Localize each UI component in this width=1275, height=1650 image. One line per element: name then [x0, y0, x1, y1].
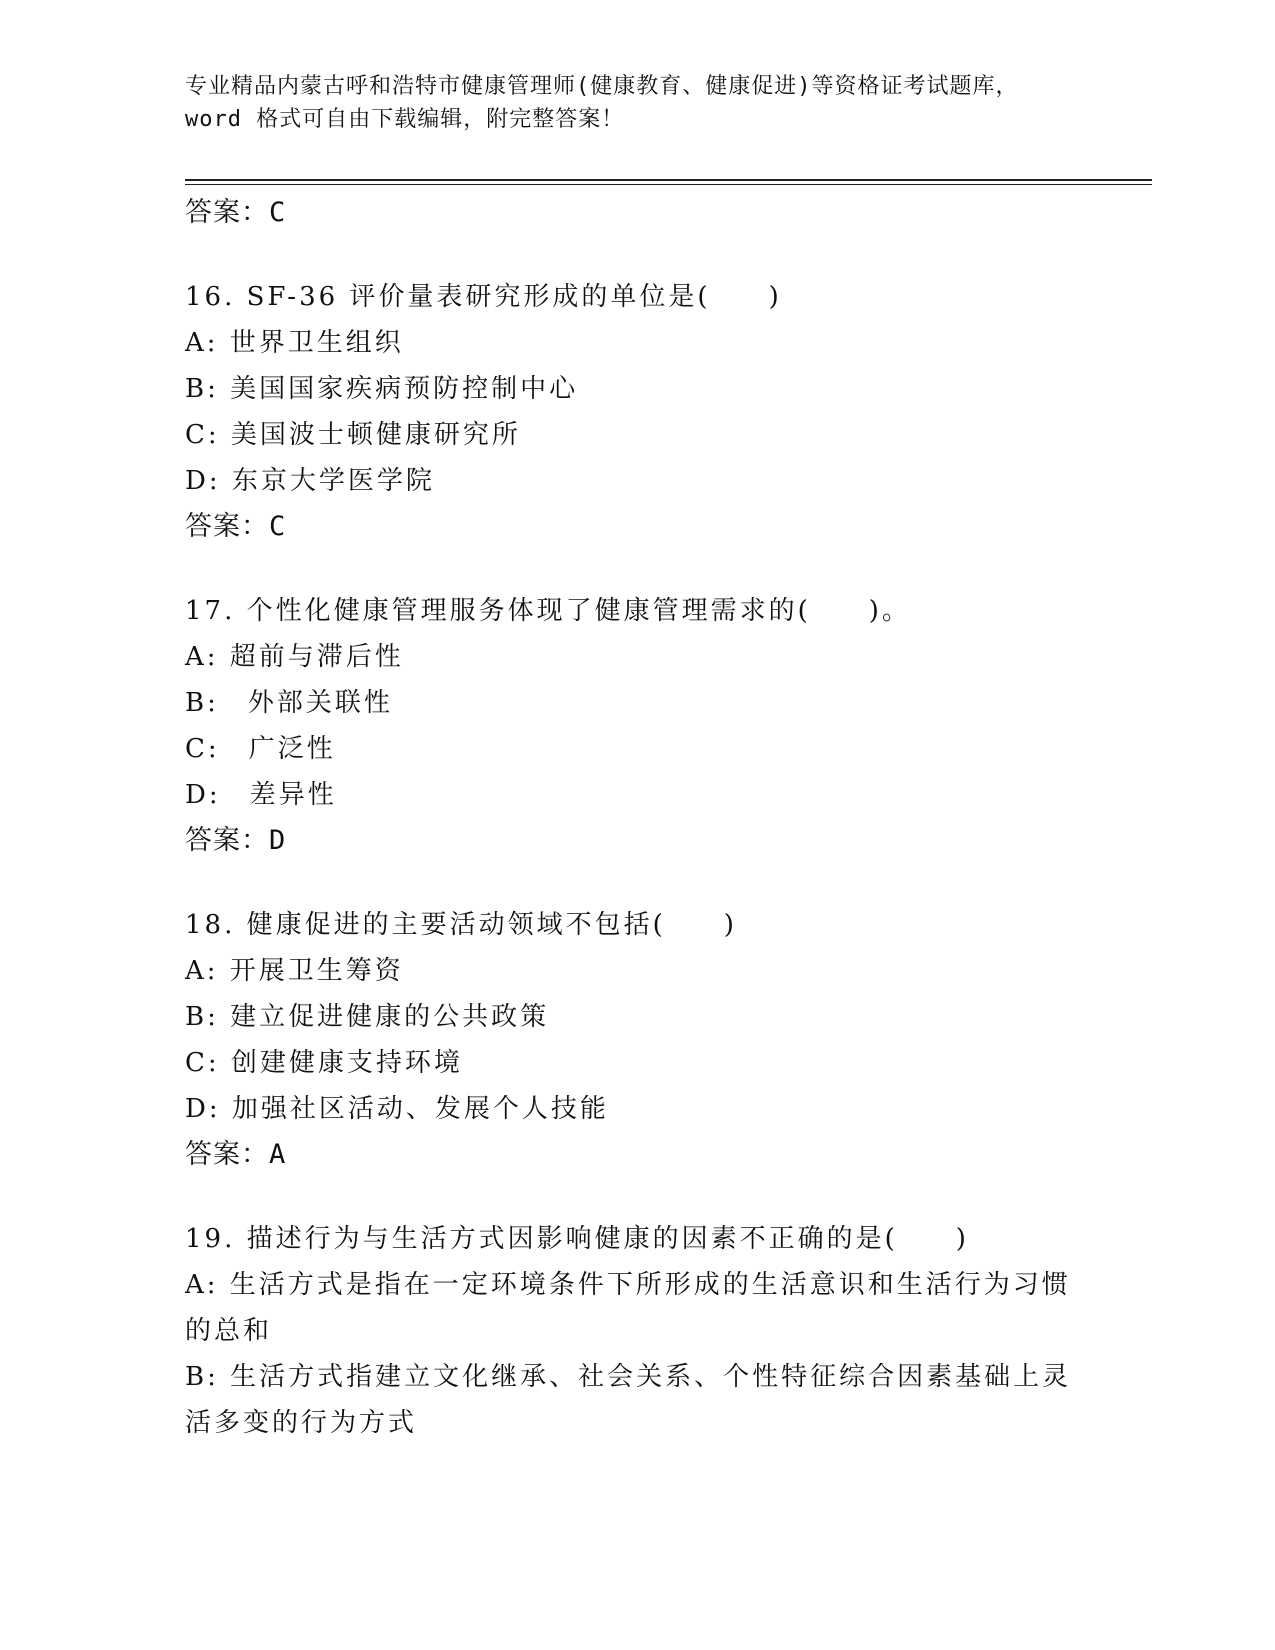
header-rule-top	[185, 179, 1152, 181]
option-a: A: 超前与滞后性	[185, 642, 404, 672]
option-d: D: 加强社区活动、发展个人技能	[185, 1094, 609, 1124]
spacer	[185, 1178, 1085, 1216]
question-stem: 18. 健康促进的主要活动领域不包括( )	[185, 910, 737, 940]
spacer	[185, 864, 1085, 902]
document-header	[185, 70, 1085, 136]
question-list	[185, 190, 1085, 1446]
option-a: A: 生活方式是指在一定环境条件下所形成的生活意识和生活行为习惯的总和	[185, 1270, 1071, 1346]
answer-line: 答案：A	[185, 1139, 287, 1170]
option-c: C: 广泛性	[185, 734, 336, 764]
answer-line: 答案：D	[185, 825, 287, 856]
answer-line: 答案：C	[185, 511, 287, 542]
question-17	[185, 588, 1085, 864]
header-line-1: 专业精品内蒙古呼和浩特市健康管理师(健康教育、健康促进)等资格证考试题库，	[185, 74, 1019, 99]
option-b: B: 建立促进健康的公共政策	[185, 1002, 550, 1032]
question-stem: 17. 个性化健康管理服务体现了健康管理需求的( )。	[185, 596, 911, 626]
header-line-2: word 格式可自由下载编辑，附完整答案！	[185, 107, 625, 132]
question-stem: 16. SF-36 评价量表研究形成的单位是( )	[185, 282, 782, 312]
option-a: A: 世界卫生组织	[185, 328, 404, 358]
option-b: B: 美国国家疾病预防控制中心	[185, 374, 579, 404]
option-b: B: 生活方式指建立文化继承、社会关系、个性特征综合因素基础上灵活多变的行为方式	[185, 1362, 1072, 1438]
spacer	[185, 550, 1085, 588]
question-19	[185, 1216, 1085, 1446]
question-16	[185, 274, 1085, 550]
question-stem: 19. 描述行为与生活方式因影响健康的因素不正确的是( )	[185, 1224, 969, 1254]
option-d: D: 东京大学医学院	[185, 466, 435, 496]
option-c: C: 美国波士顿健康研究所	[185, 420, 521, 450]
header-rule-bottom	[185, 184, 1152, 185]
option-b: B: 外部关联性	[185, 688, 393, 718]
question-18	[185, 902, 1085, 1178]
option-a: A: 开展卫生筹资	[185, 956, 404, 986]
option-d: D: 差异性	[185, 780, 337, 810]
option-c: C: 创建健康支持环境	[185, 1048, 463, 1078]
answer-line: 答案：C	[185, 197, 287, 228]
